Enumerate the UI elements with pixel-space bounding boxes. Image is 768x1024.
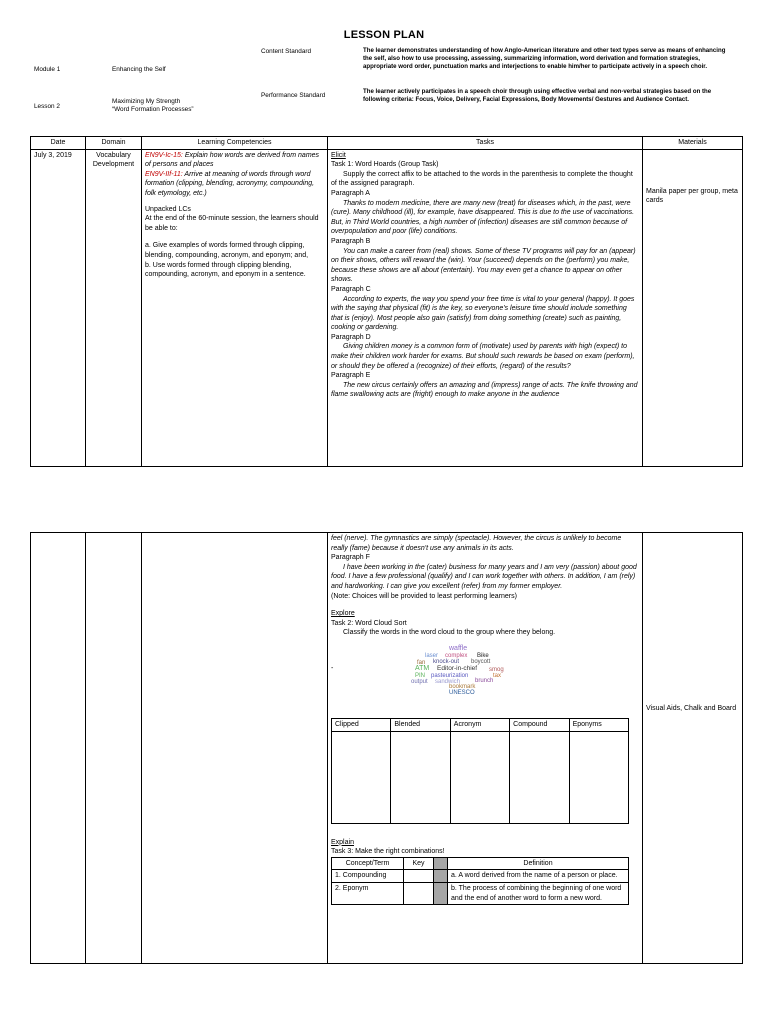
sort-cell-acronym[interactable] [450,731,509,823]
objective-b: b. Use words formed through clipping blending, compounding, acronym, and eponym in a sentence. [145,261,306,279]
materials-1: Manila paper per group, meta cards [646,187,738,205]
paragraph-e-label: Paragraph E [331,372,371,380]
cloud-word: laser [425,652,439,659]
t3-row1-term: 1. Compounding [332,870,404,883]
cloud-word: bookmark [449,683,476,690]
t3-row1-spacer [434,870,448,883]
sort-cell-clipped[interactable] [332,731,391,823]
word-cloud-image [411,644,511,702]
content-standard-label: Content Standard [261,48,312,55]
domain-value: Vocabulary Development [92,151,135,169]
t3-row2-term: 2. Eponym [332,882,404,904]
paragraph-e-text-2: feel (nerve). The gymnastics are simply (spectacle). However, the circus is unlikely to become really (fame) because it doesn't use any animals in its acts. [331,535,622,552]
date-value: July 3, 2019 [34,151,72,159]
paragraph-a-label: Paragraph A [331,189,370,197]
task1-title: Task 1: Word Hoards (Group Task) [331,161,439,169]
col-date: Date [31,137,86,150]
tasks-cell-2 [328,533,643,964]
sort-cell-eponyms[interactable] [569,731,628,823]
lesson-value-1: Maximizing My Strength [112,98,181,105]
col-learning-competencies: Learning Competencies [142,137,328,150]
lesson-label: Lesson 2 [34,103,60,110]
task1-note: (Note: Choices will be provided to least performing learners) [331,592,517,600]
dash: - [331,664,334,672]
task1-instructions: Supply the correct affix to be attached to the words in the parenthesis to complete the thought of the assigned paragraph. [331,170,633,188]
t3-header-term: Concept/Term [332,857,404,870]
cloud-word: boycott [471,658,491,665]
sort-header-acronym: Acronym [450,718,509,731]
sort-header-eponyms: Eponyms [569,718,628,731]
explore-heading: Explore [331,610,355,618]
explain-heading: Explain [331,838,354,846]
unpacked-intro: At the end of the 60-minute session, the learners should be able to: [145,215,319,232]
col-tasks: Tasks [328,137,643,150]
performance-standard-text: The learner actively participates in a speech choir through using effective verbal and non-verbal strategies based on the following criteria: Focus, Voice, Delivery, Facial Expressions, Body Movements/ Gestures and Audience Contact. [363,88,712,104]
t3-row2-definition: b. The process of combining the beginning of one word and the end of another word to form a new word. [448,882,629,904]
lc-text-2: Arrive at meaning of words through word formation (clipping, blending, acronymy, compounding, folk etymology, etc.) [145,170,315,197]
col-materials: Materials [643,137,743,150]
lc-code-2: EN9V-IIf-11: [145,170,183,178]
col-domain: Domain [86,137,142,150]
sort-header-clipped: Clipped [332,718,391,731]
cloud-word: sandwich [435,678,461,685]
performance-standard-label: Performance Standard [261,92,326,99]
lc-code-1: EN9V-Ic-15: [145,151,183,159]
date-cell [31,149,86,466]
sort-header-blended: Blended [391,718,450,731]
t3-header-spacer [434,857,448,870]
materials-cell-2 [643,533,743,964]
cloud-word: ATM [415,664,430,672]
sort-table [331,718,629,824]
cloud-word: waffle [449,644,468,652]
lesson-table-page-1 [30,136,743,467]
combination-table [331,857,629,905]
task2-title: Task 2: Word Cloud Sort [331,619,407,627]
cloud-word: Bike [477,652,489,659]
cloud-word: tax [493,672,502,679]
sort-header-compound: Compound [510,718,569,731]
cloud-word: complex [445,652,468,659]
paragraph-b-label: Paragraph B [331,237,371,245]
materials-2: Visual Aids, Chalk and Board [646,705,737,712]
paragraph-a-text: Thanks to modern medicine, there are many new (treat) for diseases which, in the past, were (cure). Many childhood (ill), for example, have disappeared. This is due to the use of vaccinations. But, in Third World countries, a high number of (infection) diseases are still common because of overpopulation and poor (life) conditions. [331,199,635,236]
cloud-word: brunch [475,677,494,684]
materials-cell-1 [643,149,743,466]
lesson-value-2: “Word Formation Processes” [112,106,194,113]
cloud-word: fan [417,659,426,666]
competencies-cell-2 [142,533,328,964]
t3-row1-key[interactable] [404,870,434,883]
cloud-word: output [411,678,428,685]
domain-cell [86,149,142,466]
cloud-word: Editor-in-chief [437,664,478,672]
date-cell-2 [31,533,86,964]
lesson-table-page-2 [30,532,743,964]
lc-text-1: Explain how words are derived from names of persons and places [145,151,320,169]
cloud-word: PIN [415,672,426,679]
paragraph-d-text: Giving children money is a common form of (motivate) used by parents with high (expect) to make their children work harder for exams. But should such rewards be based on exam (perform), or should they be offered a (recognize) of their efforts, (regard) of the results? [331,343,635,370]
paragraph-e-text-1: The new circus certainly offers an amazing and (impress) range of acts. The knife throwing and flame swallowing acts are (fright) enough to make anyone in the audience [331,381,638,399]
cloud-word: knock-out [433,658,460,665]
word-cloud-wrap [331,642,639,712]
cloud-word: pasteurization [431,672,469,679]
content-standard-text: The learner demonstrates understanding of how Anglo-American literature and other text types serve as means of enhancing the self, also how to use processing, assessing, summarizing information, word derivation and formation strategies, appropriate word order, punctuation marks and interjections to enable him/her to participate actively in a speech choir. [363,47,726,71]
paragraph-f-text: I have been working in the (cater) business for many years and I am very (passion) about good food. I have a few professional (qualify) and I can work together with others. In addition, I am (rely) and hardworking. I can give you excellent (refer) from my former employer. [331,563,637,590]
t3-row2-spacer [434,882,448,904]
t3-header-definition: Definition [448,857,629,870]
unpacked-title: Unpacked LCs [145,205,191,213]
module-value: Enhancing the Self [112,66,166,73]
page-title: LESSON PLAN [343,29,425,41]
t3-header-key: Key [404,857,434,870]
task2-instructions: Classify the words in the word cloud to the group where they belong. [343,629,556,637]
domain-cell-2 [86,533,142,964]
task3-title: Task 3: Make the right combinations! [331,848,445,856]
paragraph-c-text: According to experts, the way you spend your free time is vital to your general (happy). It goes with the saying that physical (fit) is the key, so everyone's leisure time should include something that is (enjoy). Most people also gain (satisfy) from doing something (create) such as painting, cooking or gardening. [331,295,635,332]
elicit-heading: Elicit [331,151,346,159]
paragraph-c-label: Paragraph C [331,285,371,293]
paragraph-f-label: Paragraph F [331,554,370,562]
paragraph-d-label: Paragraph D [331,333,371,341]
tasks-cell-1 [328,149,643,466]
t3-row1-definition: a. A word derived from the name of a person or place. [448,870,629,883]
cloud-word: UNESCO [449,689,475,696]
competencies-cell [142,149,328,466]
sort-cell-blended[interactable] [391,731,450,823]
sort-cell-compound[interactable] [510,731,569,823]
cloud-word: smog [489,666,504,673]
t3-row2-key[interactable] [404,882,434,904]
objective-a: a. Give examples of words formed through clipping, blending, compounding, acronym, and eponym; and, [145,242,309,259]
module-label: Module 1 [34,66,61,73]
paragraph-b-text: You can make a career from (real) shows. Some of these TV programs will pay for an (appear) on their shows, others will reward the (win). Your (succeed) depends on the (perform) you make, because these shows are all about (entertain). You may even get a chance to appear on other shows. [331,247,636,284]
